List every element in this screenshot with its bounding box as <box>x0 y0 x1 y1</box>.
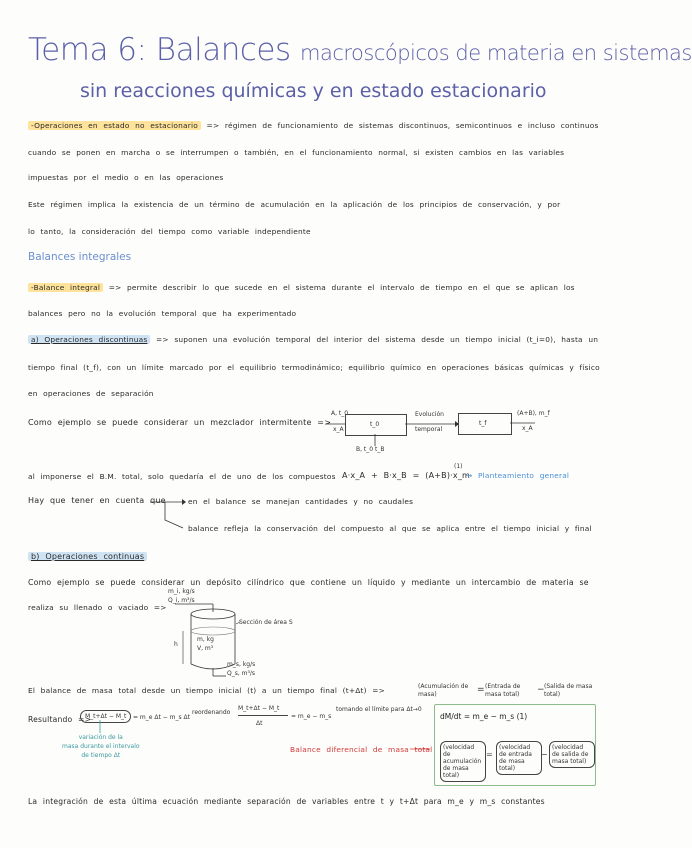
mixer-in-bot: x_A <box>333 426 344 433</box>
tank-volume-label: V, m³ <box>197 645 214 652</box>
intro-line-2: cuando se ponen en marcha o se interrumpen o también, en el funcionamiento normal, si existen cambios en las variables <box>28 148 565 157</box>
mixer-box-final-label: t_f <box>479 420 487 427</box>
tank-height-label: h <box>174 641 178 648</box>
mixer-bottom-in: B, t_0 t_B <box>356 446 385 453</box>
mixer-arrow-top: Evolución <box>415 411 444 418</box>
tank-out-flow: Q_s, m³/s <box>227 670 256 677</box>
title-rest: macroscópicos de materia en sistemas <box>300 41 692 65</box>
intro-highlight: -Operaciones en estado no estacionario <box>28 121 201 130</box>
diff-balance-label: Balance diferencial de masa total <box>290 745 433 754</box>
mixer-in-top: A, t_0 <box>331 410 349 417</box>
result-derivative: dM/dt = m_e − m_s (1) <box>440 712 528 721</box>
page-subtitle: sin reacciones químicas y en estado estacionario <box>80 80 547 102</box>
branch-2: balance refleja la conservación del compuesto al que se aplica entre el tiempo inicial y final <box>188 524 592 533</box>
title-main: Tema 6: Balances <box>28 32 291 68</box>
continuous-line-2: realiza su llenado o vaciado => <box>28 603 167 612</box>
fraction-eq: = m_e − m_s <box>291 713 332 720</box>
resultando-expr: M_t+Δt − M_t <box>80 710 131 723</box>
section-heading-integral: Balances integrales <box>28 251 132 263</box>
balance-salida: (Salida de masa total) <box>544 683 593 698</box>
op-continuas-label: b) Operaciones continuas <box>28 552 147 561</box>
fraction-top: M_t+Δt − M_t <box>238 705 280 712</box>
op-discontinuas-rest: => suponen una evolución temporal del interior del sistema desde un tiempo inicial (t_i=0), hasta un <box>155 335 599 344</box>
teal-note-3: de tiempo Δt <box>81 752 121 759</box>
example-mixer-text: Como ejemplo se puede considerar un mezclador intermitente => <box>28 418 332 427</box>
vel-entrada: (velocidad de entrada de masa total) <box>496 741 542 775</box>
mixer-out-top: (A+B), m_f <box>517 410 550 417</box>
tank-section-label: Sección de área S <box>239 619 293 626</box>
branch-arrowhead-1 <box>182 499 186 505</box>
branch-arrow-2 <box>165 502 183 528</box>
integral-line-2: balances pero no la evolución temporal que ha experimentado <box>28 309 297 318</box>
mixer-box-initial-label: t_0 <box>370 421 380 428</box>
balance-equals: = <box>477 685 485 695</box>
final-line: La integración de esta última ecuación mediante separación de variables entre t y t+Δt para m_e y m_s constantes <box>28 797 545 806</box>
intro-line-3: impuestas por el medio o en las operaciones <box>28 173 224 182</box>
balance-acumulacion: (Acumulación de masa) <box>418 683 469 698</box>
tank-mass-label: m, kg <box>197 636 214 643</box>
resultando-eq: = m_e Δt − m_s Δt <box>133 714 191 721</box>
mixer-arrowhead-mid <box>455 421 459 427</box>
branch-1: en el balance se manejan cantidades y no caudales <box>188 497 414 506</box>
intro-line-1-rest: => régimen de funcionamiento de sistemas discontinuos, semicontinuos e incluso continuos <box>206 121 599 130</box>
teal-note-1: variación de la <box>78 734 123 741</box>
eq-note: → Planteamiento general <box>466 471 570 480</box>
intro-line-4: Este régimen implica la existencia de un término de acumulación en la aplicación de los principios de conservación, y por <box>28 200 561 209</box>
box-eq-sign: = <box>486 750 493 759</box>
mixer-out-bot: x_A <box>522 425 533 432</box>
eq-line-text: al imponerse el B.M. total, solo quedaría el de uno de los compuestos <box>28 472 336 481</box>
integral-line-1-rest: => permite describir lo que sucede en el sistema durante el intervalo de tiempo en el que se aplican los <box>108 283 575 292</box>
vel-acumulacion: (velocidad de acumulación de masa total) <box>440 741 486 782</box>
mixer-arrow-bot: temporal <box>415 426 443 433</box>
reordenar-label: reordenando <box>192 709 231 716</box>
tank-in-mass: m_i, kg/s <box>168 588 195 595</box>
balance-text: El balance de masa total desde un tiempo inicial (t) a un tiempo final (t+Δt) => <box>28 686 385 695</box>
op-discontinuas-line-3: en operaciones de separación <box>28 389 154 398</box>
vel-salida: (velocidad de salida de masa total) <box>549 741 595 768</box>
tank-section-pointer <box>236 622 240 624</box>
box-minus-sign: − <box>541 750 548 759</box>
intro-line-5: lo tanto, la consideración del tiempo como variable independiente <box>28 227 311 236</box>
tank-liquid-surface <box>191 627 235 635</box>
continuous-line-1: Como ejemplo se puede considerar un depósito cilíndrico que contiene un líquido y mediante un intercambio de materia se <box>28 578 589 587</box>
eq-mass-balance: A·x_A + B·x_B = (A+B)·x_m <box>342 471 471 480</box>
tank-out-mass: m_s, kg/s <box>227 661 256 668</box>
balance-entrada: (Entrada de masa total) <box>485 683 521 698</box>
tank-in-flow: Q_i, m³/s <box>168 597 195 604</box>
integral-highlight: -Balance integral <box>28 283 103 292</box>
fraction-bottom: Δt <box>256 720 263 727</box>
balance-minus: − <box>537 685 545 695</box>
op-discontinuas-line-2: tiempo final (t_f), con un límite marcado por el equilibrio termodinámico; equilibrio químico en operaciones básicas químicas y físico <box>28 363 600 372</box>
hay-que-text: Hay que tener en cuenta que <box>28 496 166 505</box>
teal-note-2: masa durante el intervalo <box>62 743 140 750</box>
resultando-label: Resultando => <box>28 715 92 724</box>
limite-label: tomando el límite para Δt→0 <box>336 706 422 713</box>
eq-number: (1) <box>454 463 463 470</box>
op-discontinuas-heading: a) Operaciones discontinuas <box>28 335 150 344</box>
